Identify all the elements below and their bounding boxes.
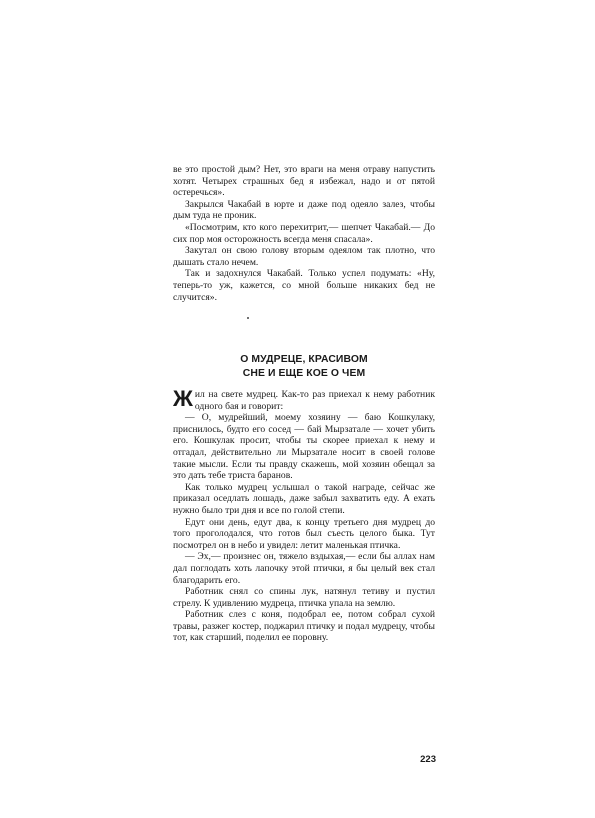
drop-cap: Ж bbox=[173, 386, 192, 411]
paragraph: Закрылся Чакабай в юрте и даже под одеяло залез, чтобы дым туда не проник. bbox=[173, 198, 435, 222]
story-title-line: СНЕ И ЕЩЕ КОЕ О ЧЕМ bbox=[242, 368, 366, 379]
first-paragraph bbox=[173, 386, 435, 412]
paragraph: Едут они день, едут два, к концу третьего дня мудрец до того проголодался, что готов был съесть целого быка. Тут посмотрел он в небо и увидел: летит маленькая птичка. bbox=[173, 516, 435, 551]
story-title bbox=[173, 353, 435, 381]
paragraph: Работник снял со спины лук, натянул тетиву и пустил стрелу. К удивлению мудреца, птичка упала на землю. bbox=[173, 586, 435, 609]
paragraph: Как только мудрец услышал о такой награде, сейчас же приказал оседлать лошадь, даже забыл захватить еду. А ехать нужно было три дня и все по голой степи. bbox=[173, 481, 435, 516]
story-body bbox=[173, 386, 435, 644]
paragraph: — Эх,— произнес он, тяжело вздыхая,— если бы аллах нам дал поглодать хоть лапочку этой птички, я бы целый век стал благодарить его. bbox=[173, 551, 435, 586]
page-number: 223 bbox=[420, 754, 436, 765]
paragraph: Работник слез с коня, подобрал ее, потом собрал сухой травы, разжег костер, поджарил птичку и подал мудрецу, чтобы тот, как старший, поделил ее поровну. bbox=[173, 609, 435, 644]
previous-story-ending bbox=[173, 164, 435, 303]
first-paragraph-text: ил на свете мудрец. Как-то раз приехал к нему работник одного бая и говорит: bbox=[194, 389, 435, 412]
paragraph: ве это простой дым? Нет, это враги на меня отраву напустить хотят. Четырех страшных бед я избежал, надо и от пятой остеречься». bbox=[173, 164, 435, 199]
paragraph: Закутал он свою голову вторым одеялом так плотно, что дышать стало нечем. bbox=[173, 245, 435, 268]
paragraph: Так и задохнулся Чакабай. Только успел подумать: «Ну, теперь-то уж, кажется, со мной больше никаких бед не случится». bbox=[173, 268, 435, 303]
paragraph: — О, мудрейший, моему хозяину — баю Кошкулаку, приснилось, будто его сосед — бай Мырзатале — хочет убить его. Кошкулак просит, чтобы ты скорее приехал к нему и отгадал, действительно ли Мырзатале носит в своей голове такие мысли. Если ты правду скажешь, мой хозяин обещал за это дать тебе триста баранов. bbox=[173, 412, 435, 482]
paragraph: «Посмотрим, кто кого перехитрит,— шепчет Чакабай.— До сих пор моя осторожность всегда меня спасала». bbox=[173, 221, 435, 245]
print-speck bbox=[247, 317, 249, 319]
story-title-line: О МУДРЕЦЕ, КРАСИВОМ bbox=[240, 354, 368, 365]
